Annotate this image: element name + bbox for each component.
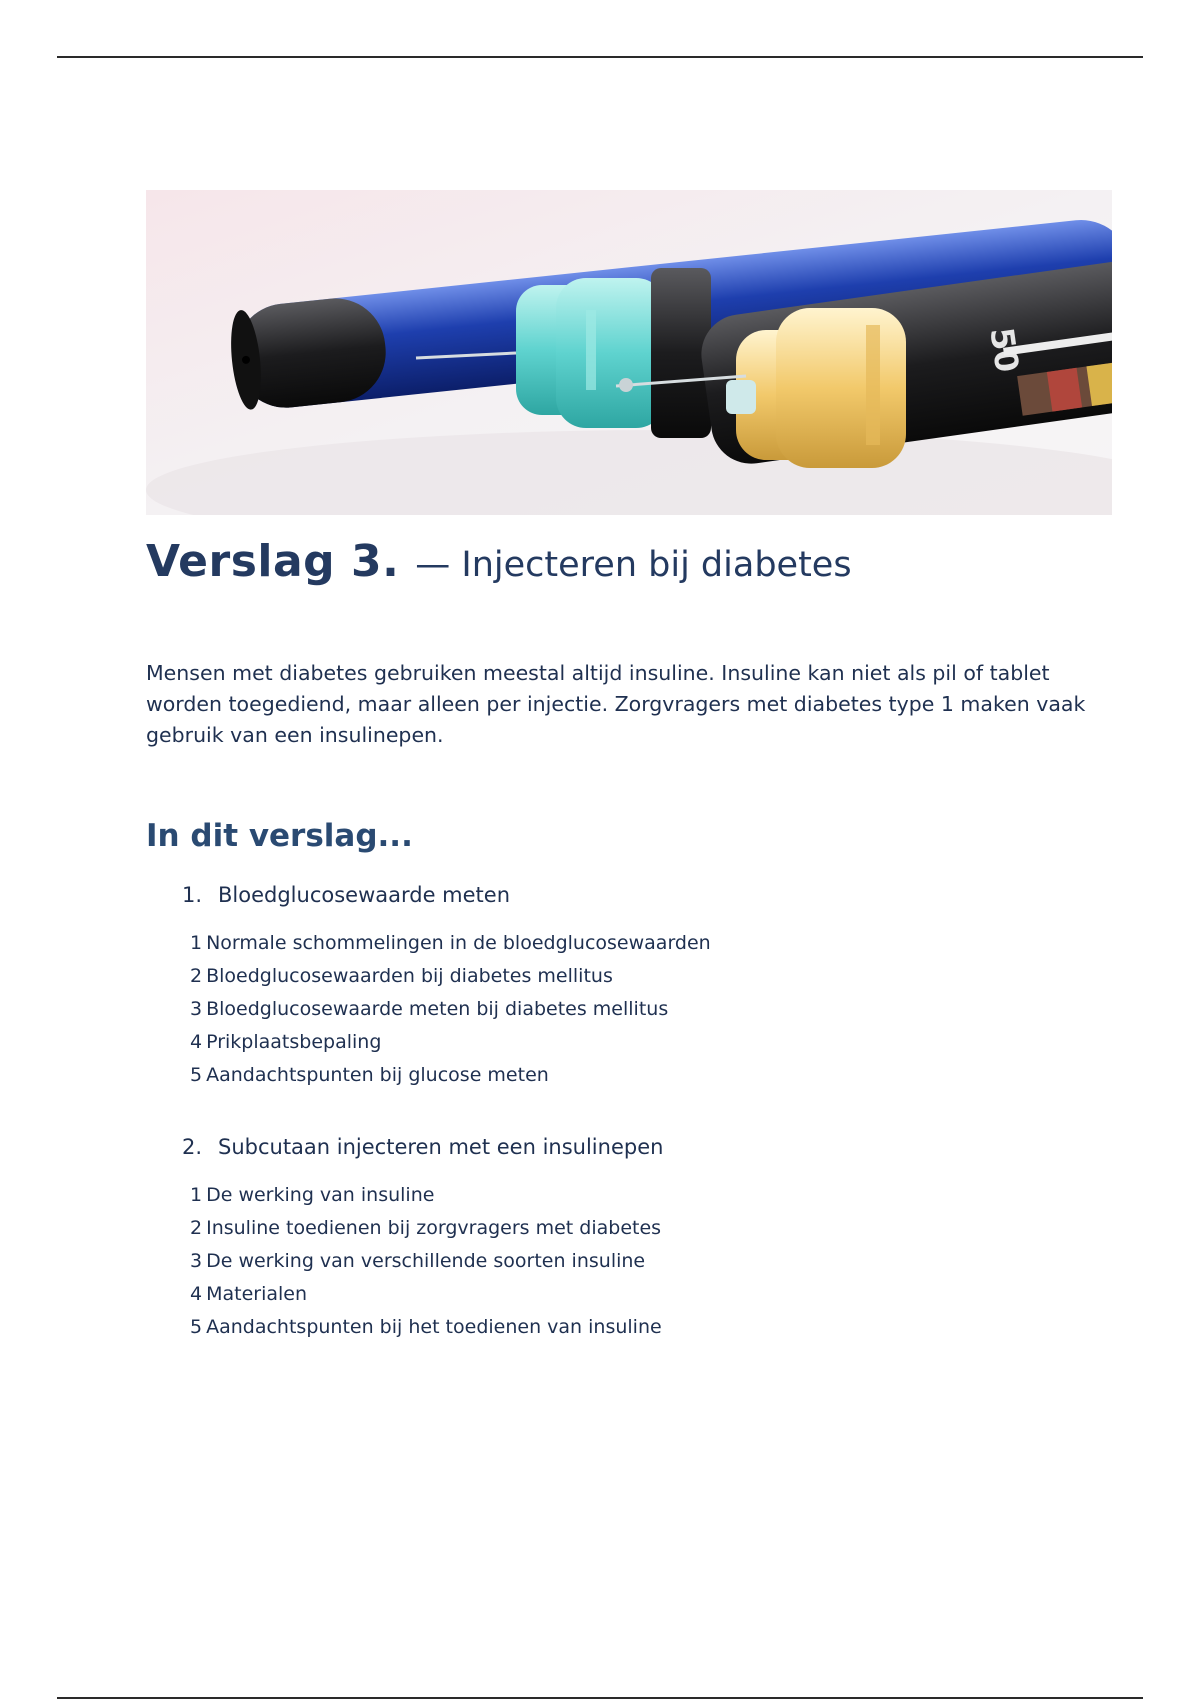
subsection-number: 3 (190, 1249, 203, 1272)
subsection-number: 5 (190, 1063, 203, 1086)
section-title: Bloedglucosewaarde meten (218, 883, 511, 907)
section-number: 2. (182, 1135, 203, 1159)
subsection-number: 2 (190, 1216, 203, 1239)
top-rule (57, 56, 1143, 58)
section-heading (182, 1132, 663, 1162)
subsection-label: Aandachtspunten bij het toedienen van insuline (206, 1315, 662, 1338)
subsection-number: 4 (190, 1282, 203, 1305)
bottom-rule (57, 1697, 1143, 1699)
title-main: Verslag 3. (146, 536, 400, 587)
section-title: Subcutaan injecteren met een insulinepen (218, 1135, 664, 1159)
subsection-number: 2 (190, 964, 203, 987)
subsection-number: 3 (190, 997, 203, 1020)
insulin-pens-photo (146, 190, 1112, 515)
subsection-number: 1 (190, 1183, 203, 1206)
subsection-item (190, 1058, 711, 1091)
subsection-item (190, 1178, 663, 1211)
document-title (146, 536, 852, 587)
subsection-label: Bloedglucosewaarde meten bij diabetes mellitus (206, 997, 669, 1020)
subsection-item (190, 1310, 663, 1343)
subsection-item (190, 959, 711, 992)
subsection-item (190, 1211, 663, 1244)
subsection-item (190, 992, 711, 1025)
subsection-label: Materialen (206, 1282, 308, 1305)
toc-section-1 (182, 880, 711, 1091)
subsection-label: Insuline toedienen bij zorgvragers met diabetes (206, 1216, 662, 1239)
subsection-item (190, 1025, 711, 1058)
title-subtitle: — Injecteren bij diabetes (415, 545, 852, 585)
subsection-label: De werking van insuline (206, 1183, 435, 1206)
subsection-label: Normale schommelingen in de bloedglucosewaarden (206, 931, 711, 954)
section-heading (182, 880, 711, 910)
subsection-label: De werking van verschillende soorten insuline (206, 1249, 646, 1272)
subsection-number: 5 (190, 1315, 203, 1338)
subsection-list (182, 926, 711, 1091)
subsection-label: Prikplaatsbepaling (206, 1030, 382, 1053)
intro-paragraph: Mensen met diabetes gebruiken meestal altijd insuline. Insuline kan niet als pil of tablet worden toegediend, maar alleen per injectie. Zorgvragers met diabetes type 1 maken vaak gebruik van een insulinepen. (146, 661, 1086, 747)
subsection-label: Bloedglucosewaarden bij diabetes mellitus (206, 964, 613, 987)
subsection-item (190, 1277, 663, 1310)
subsection-number: 1 (190, 931, 203, 954)
section-number: 1. (182, 883, 203, 907)
toc-heading: In dit verslag... (146, 818, 413, 854)
subsection-label: Aandachtspunten bij glucose meten (206, 1063, 549, 1086)
toc-section-2 (182, 1132, 663, 1343)
subsection-item (190, 926, 711, 959)
hero-image (146, 190, 1112, 515)
subsection-item (190, 1244, 663, 1277)
subsection-list (182, 1178, 663, 1343)
subsection-number: 4 (190, 1030, 203, 1053)
